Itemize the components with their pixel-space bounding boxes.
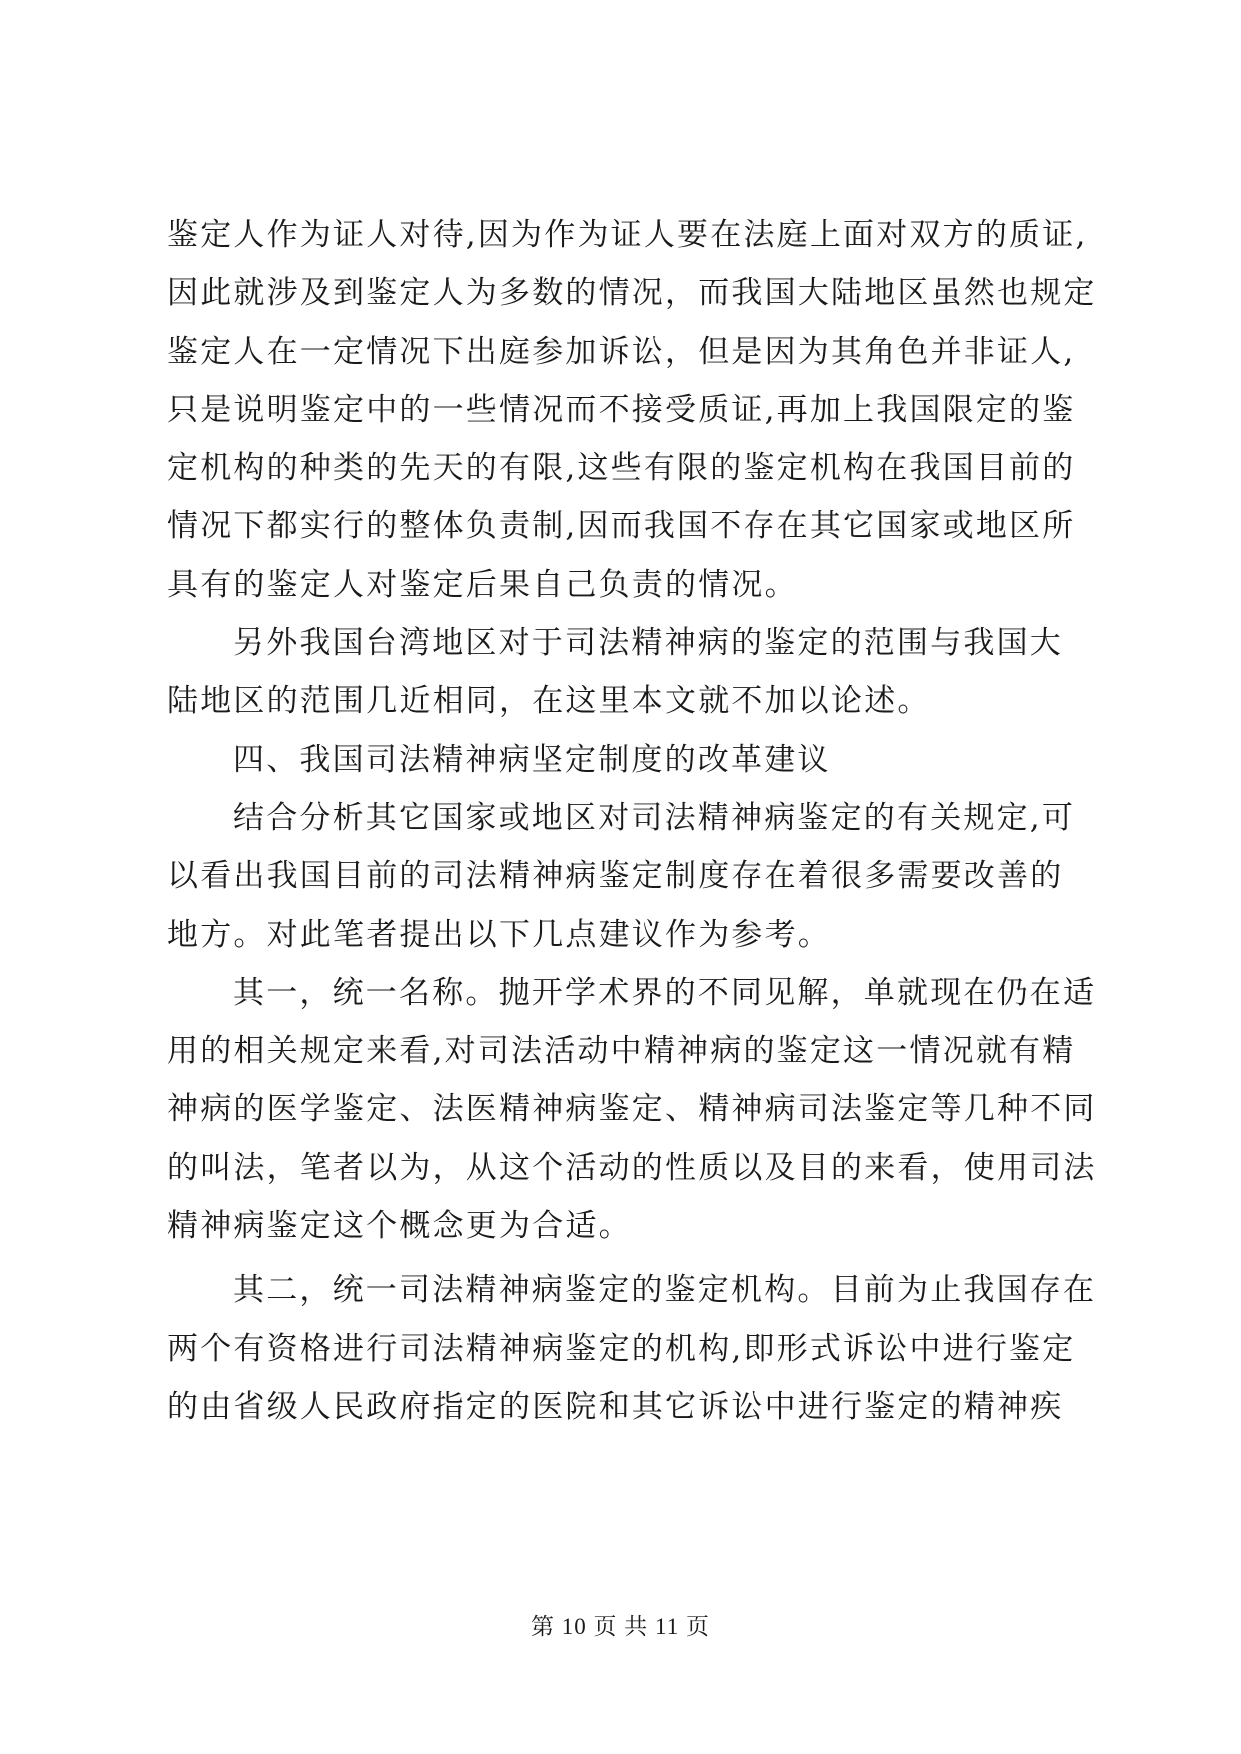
body-line: 以看出我国目前的司法精神病鉴定制度存在着很多需要改善的 [167, 858, 1064, 895]
body-line: 的由省级人民政府指定的医院和其它诉讼中进行鉴定的精神疾 [167, 1388, 1064, 1425]
body-line: 两个有资格进行司法精神病鉴定的机构,即形式诉讼中进行鉴定 [167, 1330, 1076, 1367]
page-number-footer: 第 10 页 共 11 页 [531, 1614, 710, 1639]
body-line: 定机构的种类的先天的有限,这些有限的鉴定机构在我国目前的 [167, 450, 1076, 487]
section-heading: 四、我国司法精神病坚定制度的改革建议 [233, 741, 831, 778]
body-line: 用的相关规定来看,对司法活动中精神病的鉴定这一情况就有精 [167, 1033, 1076, 1070]
body-line: 只是说明鉴定中的一些情况而不接受质证,再加上我国限定的鉴 [167, 391, 1076, 428]
document-body [167, 206, 1097, 1436]
paragraph-first-line: 其一，统一名称。抛开学术界的不同见解，单就现在仍在适 [233, 974, 1097, 1011]
paragraph-first-line: 结合分析其它国家或地区对司法精神病鉴定的有关规定,可 [233, 799, 1076, 836]
body-line: 精神病鉴定这个概念更为合适。 [167, 1208, 632, 1245]
paragraph-first-line: 另外我国台湾地区对于司法精神病的鉴定的范围与我国大 [233, 625, 1063, 662]
body-line: 鉴定人作为证人对待,因为作为证人要在法庭上面对双方的质证, [167, 217, 1088, 253]
body-line: 具有的鉴定人对鉴定后果自己负责的情况。 [167, 566, 798, 603]
body-line: 因此就涉及到鉴定人为多数的情况，而我国大陆地区虽然也规定 [167, 275, 1097, 312]
body-line: 鉴定人在一定情况下出庭参加诉讼，但是因为其角色并非证人, [167, 333, 1076, 370]
body-line: 情况下都实行的整体负责制,因而我国不存在其它国家或地区所 [167, 508, 1076, 545]
body-line: 地方。对此笔者提出以下几点建议作为参考。 [167, 916, 831, 953]
body-line: 陆地区的范围几近相同，在这里本文就不加以论述。 [167, 683, 931, 720]
paragraph-first-line: 其二，统一司法精神病鉴定的鉴定机构。目前为止我国存在 [233, 1272, 1097, 1309]
body-line: 神病的医学鉴定、法医精神病鉴定、精神病司法鉴定等几种不同 [167, 1091, 1097, 1128]
body-line: 的叫法，笔者以为，从这个活动的性质以及目的来看，使用司法 [167, 1149, 1097, 1186]
